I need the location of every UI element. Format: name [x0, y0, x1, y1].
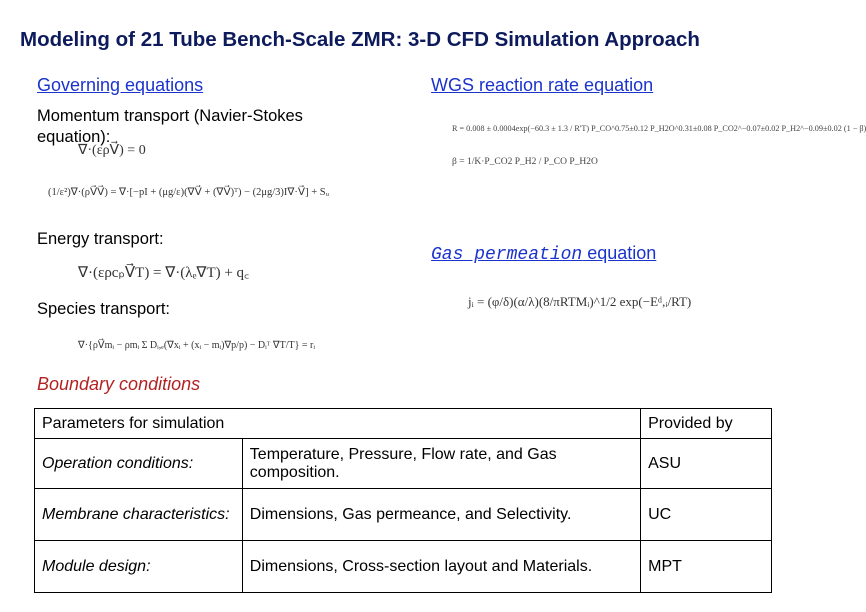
header-provided-by: Provided by [641, 409, 772, 439]
row-provider: UC [641, 489, 772, 541]
boundary-conditions-heading: Boundary conditions [37, 374, 201, 394]
row-detail: Dimensions, Gas permeance, and Selectivity. [242, 489, 640, 541]
wgs-heading: WGS reaction rate equation [431, 75, 654, 95]
energy-equation: ∇·(ερcₚV⃗T) = ∇·(λₑ∇T) + q꜀ [78, 265, 250, 281]
permeation-equation: jᵢ = (φ/δ)(α/λ)(8/πRTMᵢ)^1/2 exp(−Eᵈ,ᵢ/RT) [468, 294, 692, 309]
table-row [35, 489, 772, 541]
continuity-equation: ∇·(ερV⃗) = 0 [78, 143, 146, 158]
table-header-row [35, 409, 772, 439]
beta-equation: β = 1/K·P_CO2 P_H2 / P_CO P_H2O [452, 157, 598, 167]
row-detail: Dimensions, Cross-section layout and Materials. [242, 541, 640, 593]
table-row [35, 541, 772, 593]
momentum-equation: (1/ε²)∇·(ρV⃗V⃗) = ∇·[−pI + (μg/ε)(∇V⃗ + (∇V⃗)ᵀ) − (2μg/3)I∇·V⃗] + Sᵤ [48, 187, 330, 198]
rate-equation: R = 0.008 ± 0.0004exp(−60.3 ± 1.3 / R'T) P_CO^0.75±0.12 P_H2O^0.31±0.08 P_CO2^−0.07±0.02 P_H2^−0.09±0.02 (1 − β) [452, 124, 866, 133]
row-provider: MPT [641, 541, 772, 593]
momentum-label: Momentum transport (Navier-Stokes [37, 107, 303, 125]
row-category: Membrane characteristics: [35, 489, 243, 541]
governing-equations-heading: Governing equations [37, 75, 204, 95]
header-parameters: Parameters for simulation [35, 409, 641, 439]
parameters-table [34, 408, 772, 593]
row-provider: ASU [641, 439, 772, 489]
row-detail: Temperature, Pressure, Flow rate, and Gas composition. [242, 439, 640, 489]
gas-permeation-text: Gas permeation [431, 245, 583, 265]
slide-title: Modeling of 21 Tube Bench-Scale ZMR: 3-D CFD Simulation Approach [20, 28, 700, 51]
momentum-label-line2: equation): [37, 128, 111, 146]
energy-label: Energy transport: [37, 230, 164, 248]
gas-permeation-heading [431, 243, 656, 265]
row-category: Module design: [35, 541, 243, 593]
table-row [35, 439, 772, 489]
species-equation: ∇·{ρV⃗mᵢ − ρmᵢ Σ Dᵢ,ₑ(∇xᵢ + (xᵢ − mᵢ)∇p/p) − Dᵢᵀ ∇T/T} = rᵢ [78, 340, 316, 351]
equation-text: equation [582, 243, 657, 263]
row-category: Operation conditions: [35, 439, 243, 489]
species-label: Species transport: [37, 300, 170, 318]
